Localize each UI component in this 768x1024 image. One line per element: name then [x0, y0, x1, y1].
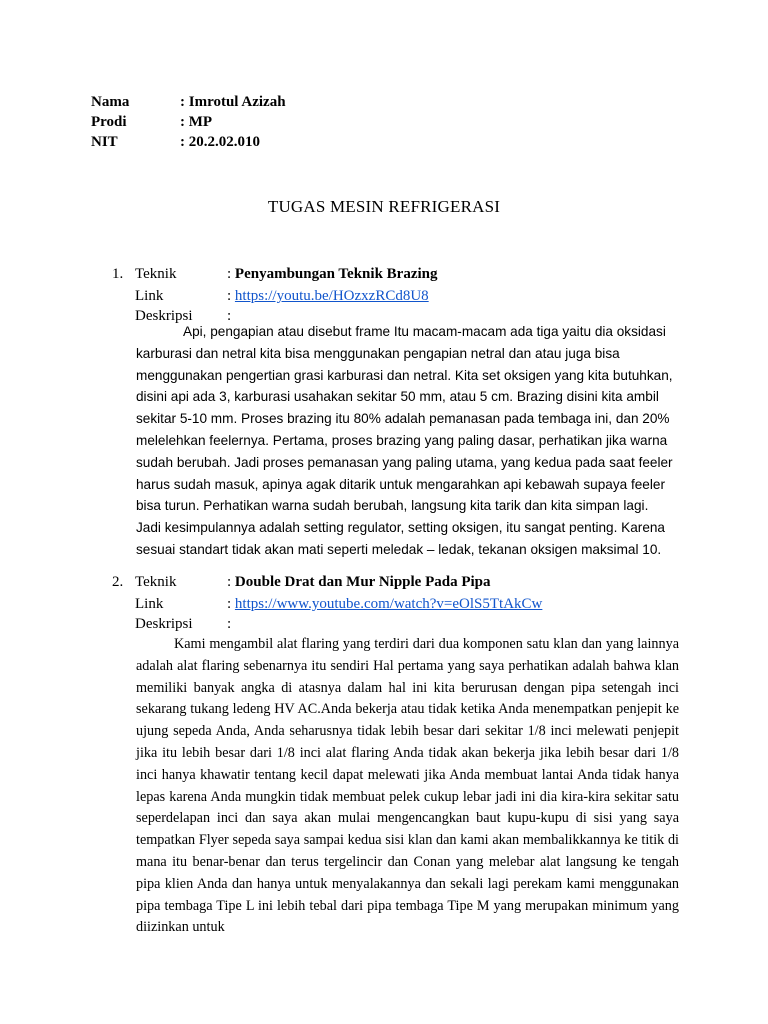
teknik-colon: :: [227, 574, 235, 590]
header-value: : MP: [180, 114, 213, 130]
desc-colon: :: [227, 616, 232, 632]
item-1-link-row: [112, 286, 429, 306]
header-label: NIT: [91, 134, 118, 150]
header-row-nama: [91, 92, 286, 112]
item-number: 1.: [112, 266, 124, 282]
item-2-desc-row: [112, 614, 231, 634]
teknik-colon: :: [227, 266, 235, 282]
header-label: Nama: [91, 94, 130, 110]
link-colon: :: [227, 596, 235, 612]
teknik-label: Teknik: [135, 574, 177, 590]
teknik-label: Teknik: [135, 266, 177, 282]
item-number: 2.: [112, 574, 124, 590]
item-1-teknik-row: [112, 264, 438, 284]
video-link[interactable]: https://youtu.be/HOzxzRCd8U8: [234, 288, 429, 304]
video-link[interactable]: https://www.youtube.com/watch?v=eOlS5TtAkCw: [234, 596, 543, 612]
item-1-description: Api, pengapian atau disebut frame Itu macam-macam ada tiga yaitu dia oksidasi karburasi dan netral kita bisa menggunakan pengapian netral dan atau juga bisa menggunakan pengertian grasi karburasi dan netral. Kita set oksigen yang kita butuhkan, disini api ada 3, karburasi usahakan sekitar 50 mm, atau 5 cm. Brazing disini kita ambil sekitar 5-10 mm. Proses brazing itu 80% adalah pemanasan pada tembaga ini, dan 20% melelehkan feelernya. Pertama, proses brazing yang paling dasar, perhatikan jika warna sudah berubah. Jadi proses pemanasan yang paling utama, yang kedua pada saat feeler harus sudah masuk, apinya agak ditarik untuk mengarahkan api kebawah supaya feeler bisa turun. Perhatikan warna sudah berubah, langsung kita tarik dan kita simpan lagi. Jadi kesimpulannya adalah setting regulator, setting oksigen, itu sangat penting. Karena sesuai standart tidak akan mati seperti meledak – ledak, tekanan oksigen maksimal 10.: [136, 324, 673, 557]
desc-label: Deskripsi: [135, 616, 193, 632]
desc-label: Deskripsi: [135, 308, 193, 324]
teknik-value: Double Drat dan Mur Nipple Pada Pipa: [234, 574, 491, 590]
header-row-nit: [91, 132, 260, 152]
item-2-link-row: [112, 594, 542, 614]
header-label: Prodi: [91, 114, 127, 130]
item-2-description: Kami mengambil alat flaring yang terdiri dari dua komponen satu klan dan yang lainnya adalah alat flaring sebenarnya itu sendiri Hal pertama yang saya perhatikan adalah bahwa klan memiliki banyak angka di atasnya dalam hal ini kita berurusan dengan pipa setengah inci sekarang tukang ledeng HV AC.Anda bekerja atau tidak ketika Anda menempatkan penjepit ke ujung sepeda Anda, Anda seharusnya tidak lebih besar dari sekitar 1/8 inci melewati penjepit jika itu lebih besar dari 1/8 inci alat flaring Anda tidak akan bekerja jika lebih besar dari 1/8 inci hanya khawatir tentang kecil dapat melewati jika Anda membuat lantai Anda tidak hanya lepas karena Anda mungkin tidak membuat pelek cukup lebar jadi ini dia kira-kira sekitar satu seperdelapan inci dan saya akan mulai mengencangkan baut kupu-kupu di sisi yang saya tempatkan Flyer sepeda saya sampai kedua sisi klan dan kami akan membalikkannya ke titik di mana itu benar-benar dan terus tergelincir dan Conan yang melebar alat langsung ke tengah pipa klien Anda dan hanya untuk menyalakannya dan sekali lagi perekam kami menggunakan pipa tembaga Tipe L ini lebih tebal dari pipa tembaga Tipe M yang merupakan minimum yang diizinkan untuk: [136, 636, 679, 936]
header-row-prodi: [91, 112, 212, 132]
page-title: TUGAS MESIN REFRIGERASI: [267, 197, 501, 216]
desc-colon: :: [227, 308, 232, 324]
link-label: Link: [135, 596, 164, 612]
header-value: : 20.2.02.010: [180, 134, 260, 150]
link-label: Link: [135, 288, 164, 304]
item-2-teknik-row: [112, 572, 491, 592]
teknik-value: Penyambungan Teknik Brazing: [234, 266, 438, 282]
header-value: : Imrotul Azizah: [180, 94, 286, 110]
link-colon: :: [227, 288, 235, 304]
